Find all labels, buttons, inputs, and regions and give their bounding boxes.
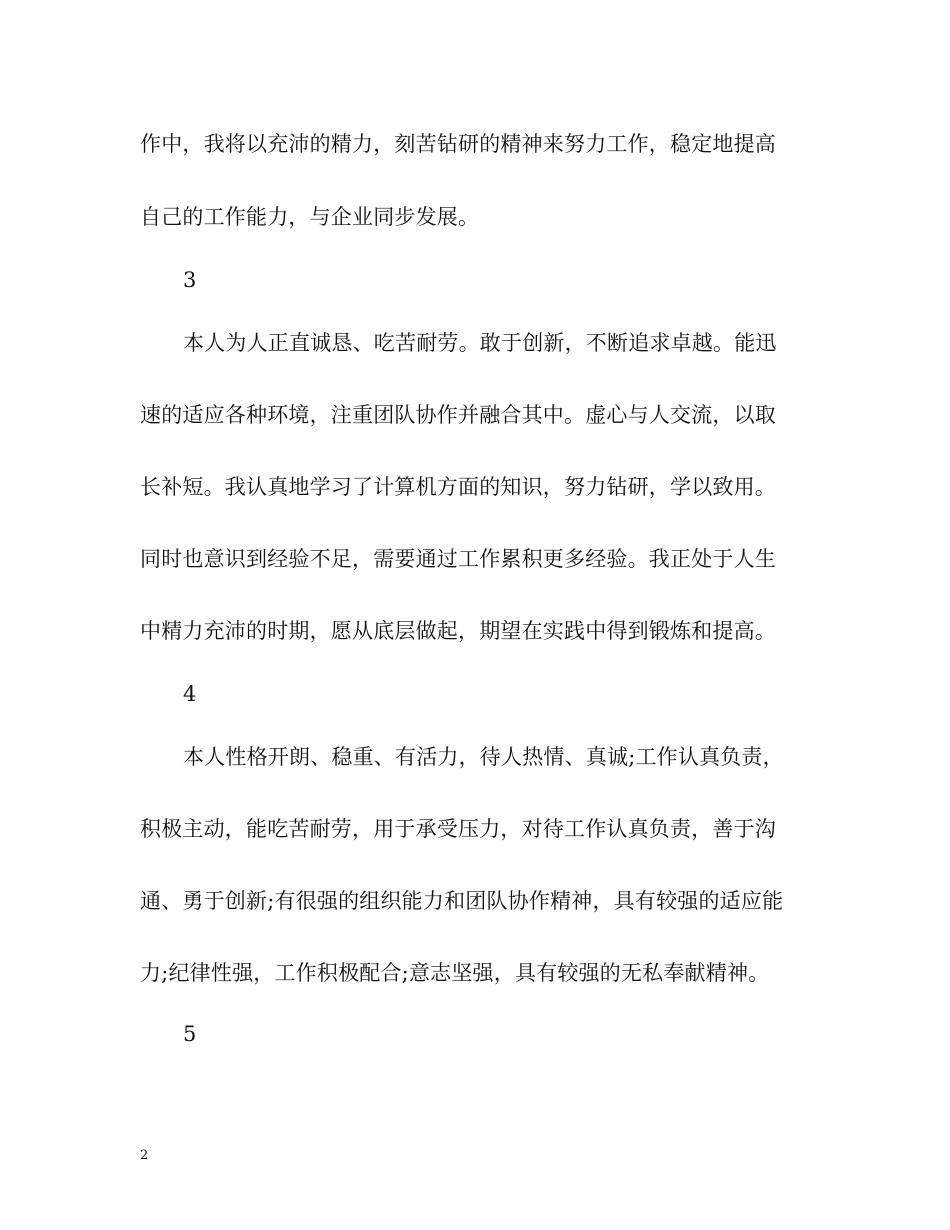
paragraph-start-line: 本人性格开朗、稳重、有活力，待人热情、真诚;工作认真负责，: [183, 745, 784, 769]
text-line: 中精力充沛的时期，愿从底层做起，期望在实践中得到锻炼和提高。: [140, 619, 776, 643]
page-number: 2: [140, 1148, 149, 1163]
text-line: 力;纪律性强，工作积极配合;意志坚强，具有较强的无私奉献精神。: [140, 961, 770, 985]
section-number: 3: [183, 268, 197, 292]
section-number: 5: [183, 1022, 197, 1046]
text-line: 通、勇于创新;有很强的组织能力和团队协作精神，具有较强的适应能: [140, 889, 784, 913]
text-line: 速的适应各种环境，注重团队协作并融合其中。虚心与人交流，以取: [140, 403, 776, 427]
paragraph-start-line: 本人为人正直诚恳、吃苦耐劳。敢于创新，不断追求卓越。能迅: [183, 331, 777, 355]
section-number: 4: [183, 682, 197, 706]
text-line: 自己的工作能力，与企业同步发展。: [140, 205, 480, 229]
text-line: 作中，我将以充沛的精力，刻苦钻研的精神来努力工作，稳定地提高: [140, 132, 776, 156]
text-line: 积极主动，能吃苦耐劳，用于承受压力，对待工作认真负责，善于沟: [140, 817, 776, 841]
text-line: 长补短。我认真地学习了计算机方面的知识，努力钻研，学以致用。: [140, 475, 776, 499]
text-line: 同时也意识到经验不足，需要通过工作累积更多经验。我正处于人生: [140, 547, 776, 571]
